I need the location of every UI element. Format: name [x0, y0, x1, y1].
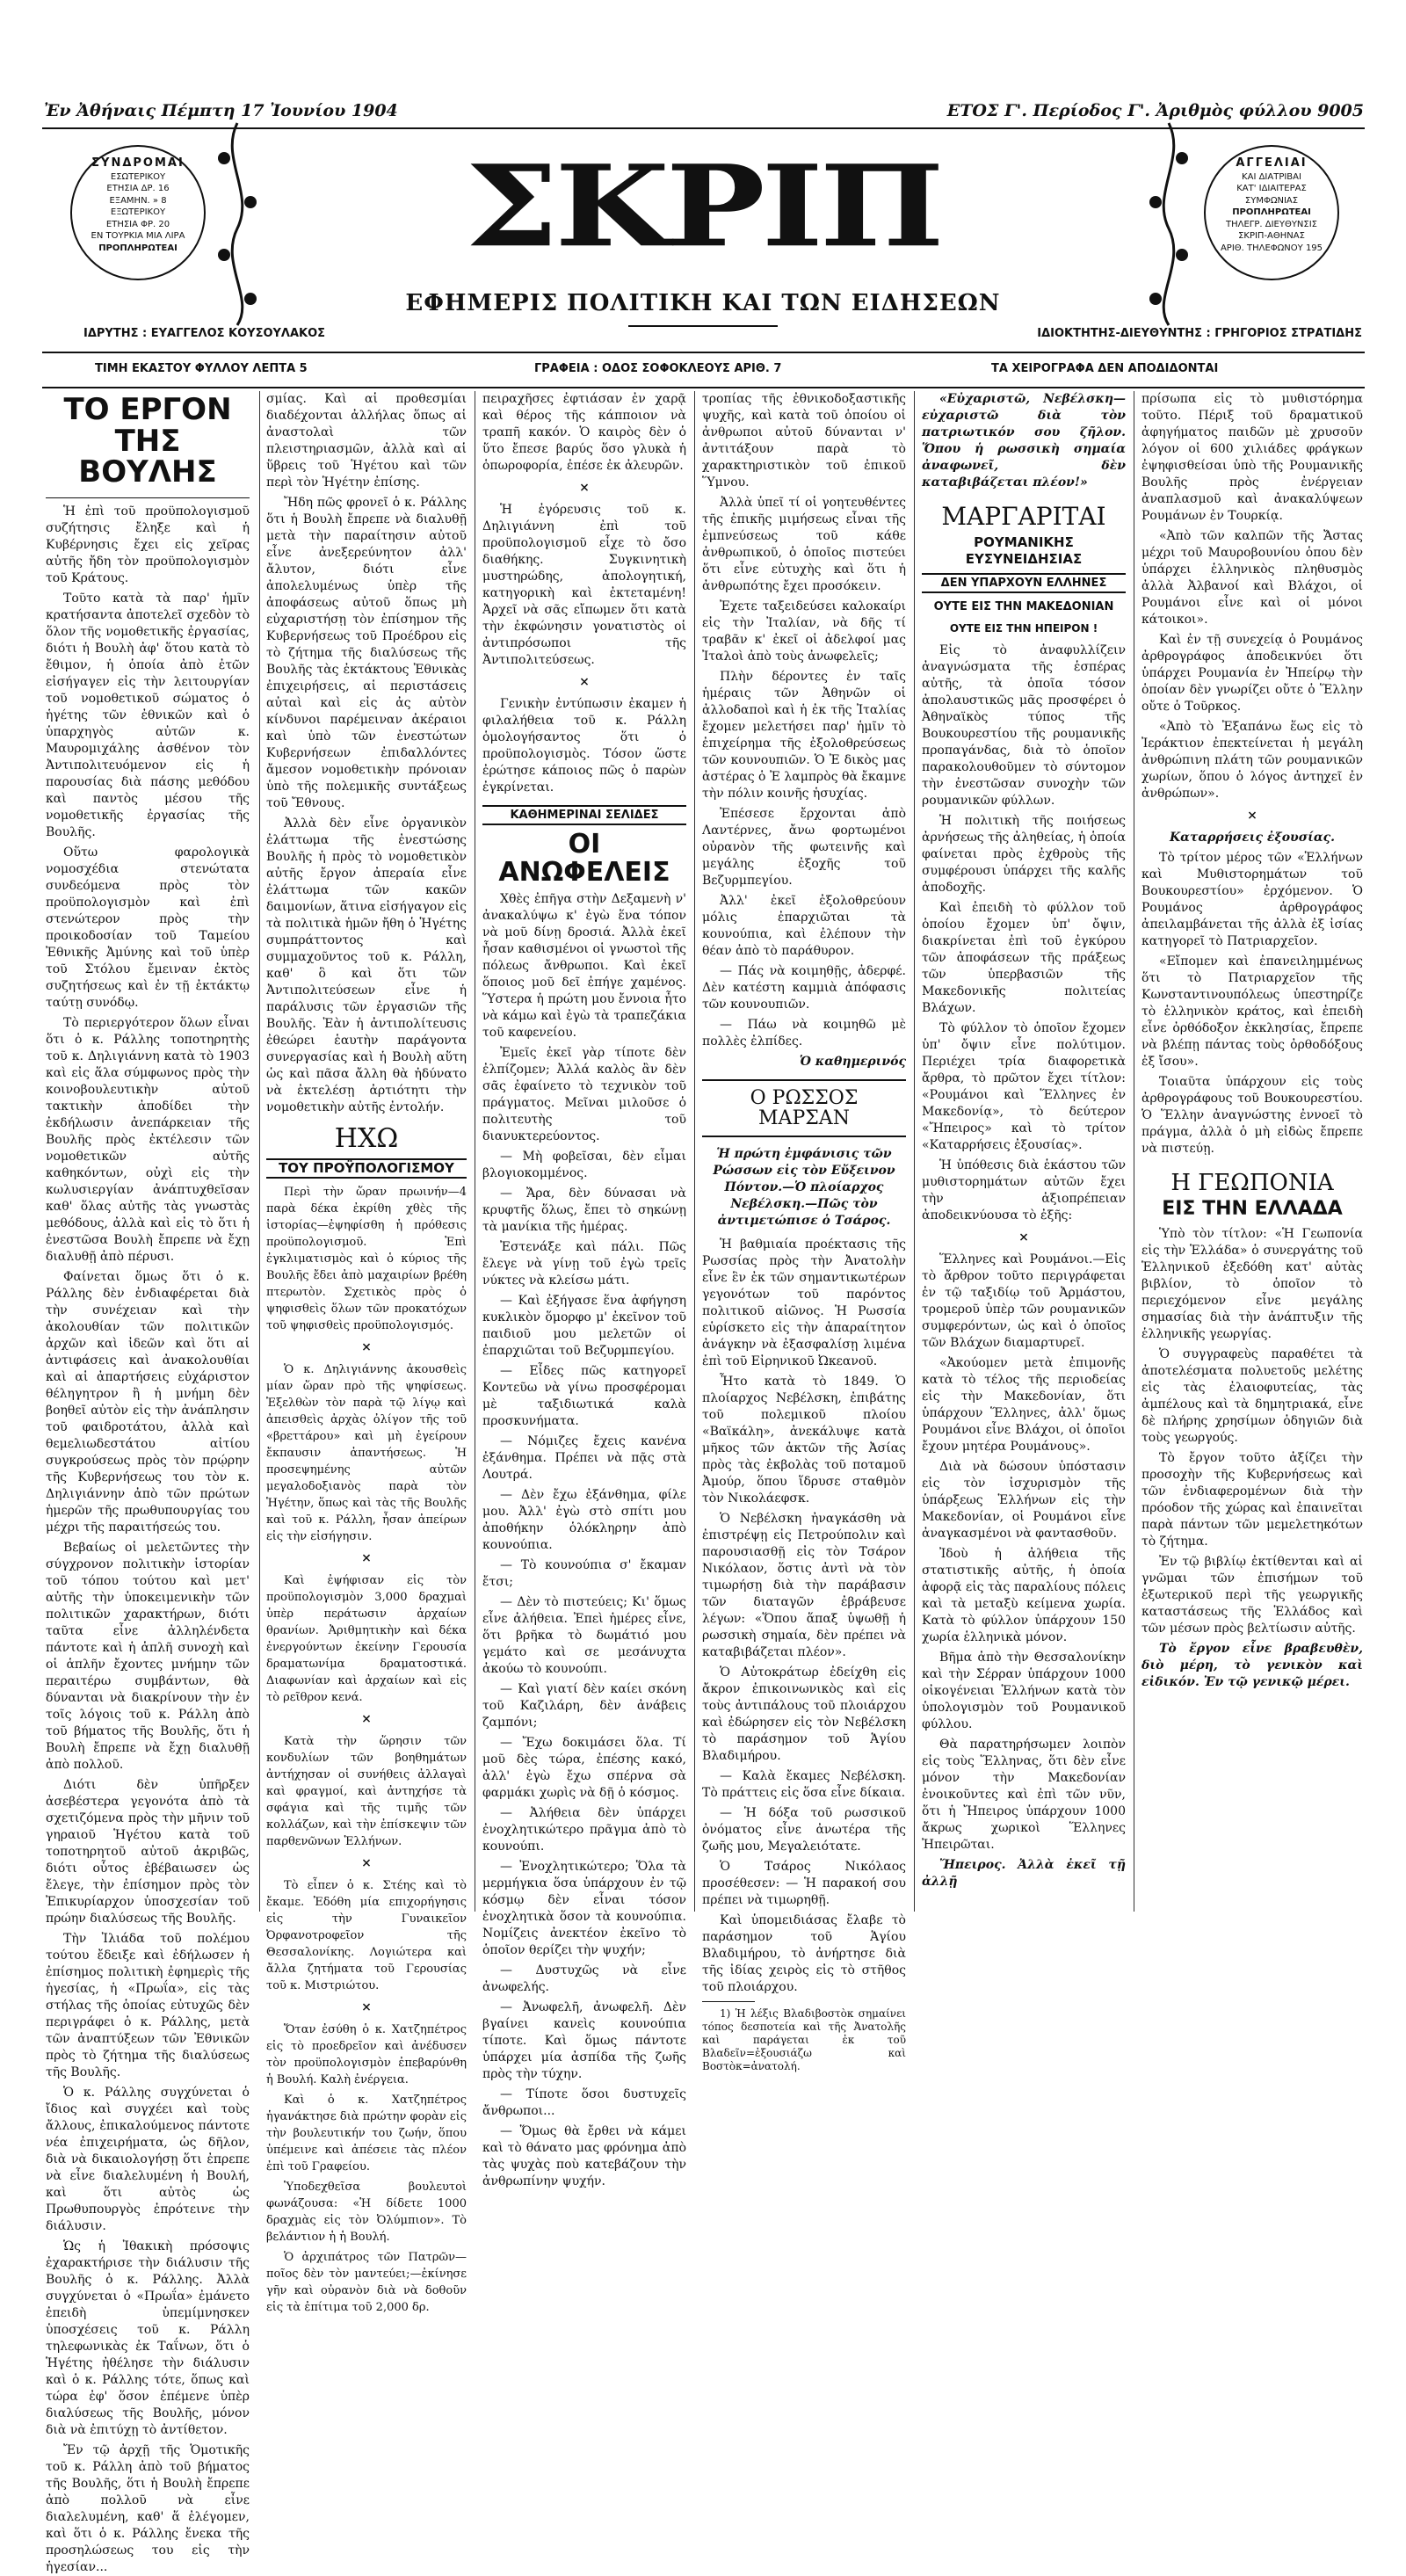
- article-paragraph: Εἰς τὸ ἀναφυλλίζειν ἀναγνώσματα τῆς ἑσπέρας αὐτῆς, τὰ ὁποῖα τόσον ἀπολαυστικῶς μᾶς προσφέρει ὁ Ἀθηναϊκὸς τύπος τῆς Βουκουρεστίου τῆς ρουμανικῆς προπαγάνδας, διὰ τὸ ὁποῖον παρακολουθοῦμεν τὸ σύντομον τὴν ἐνεστῶσαν συνοχὴν τῶν ρουμανικῶν φύλλων.: [922, 643, 1126, 809]
- article-paragraph: πρίσωπα εἰς τὸ μυθιστόρημα τοῦτο. Πέριξ τοῦ δραματικοῦ ἀφηγήματος παιδῶν μὲ χρυσοῦν λόγον οἱ 600 χιλιάδες φράγκων ἐψηφισθείσαι ὑπὸ τῆς Ρουμανικῆς Βουλῆς πρὸς ἐνέργειαν ἀναπλασμοῦ καὶ ἀνακαλύψεων Ρουμάνων ἐν Τουρκίᾳ.: [1141, 392, 1363, 523]
- article-paragraph: Ἡ ἐγόρευσις τοῦ κ. Δηλιγιάννη ἐπὶ τοῦ προϋπολογισμοῦ εἶχε τὸ ὄσο διαθήκης. Συγκινητικὴ μυστηρώδης, ἀπολογητική, κατηγορικὴ καὶ ἐκτεταμένη! Ἀρχεῖ νὰ σᾶς εἴπωμεν ὅτι κατὰ τὴν ἐκφώνησιν γονατιστὸς οἱ ἀντιπρόσωποι τῆς Ἀντιπολιτεύσεως.: [482, 503, 686, 667]
- article-paragraph: «Ἀπὸ τὸ Ἐξαπάνω ἕως εἰς τὸ Ἰεράκτιον ἐπεκτείνεται ἡ μεγάλη ἀνθρώπινη πλάτη τῶν ρουμανικῶν χωρίων, ὅπου ὁ λόγος ἀντηχεῖ ἐν ἀνθρώπων».: [1141, 720, 1363, 801]
- ads-line: ΚΑΤ' ΙΔΙΑΙΤΕΡΑΣ: [1236, 184, 1307, 194]
- article-paragraph: — Ἄρα, δὲν δύνασαι νὰ κρυφτῆς ὅλως, ἔπει τὸ σηκώνῃ τὰ μανίκια τῆς ἡμέρας.: [482, 1186, 686, 1234]
- article-paragraph: Ἰδοὺ ἡ ἀλήθεια τῆς στατιστικῆς αὐτῆς, ἡ ὁποία ἀφορᾷ εἰς τὰς παραλίους πόλεις καὶ τὰ μεταξὺ κείμενα χωρία. Κατὰ τὸ φύλλον ὑπάρχουν 150 χωρία ἑλληνικὰ μόνον.: [922, 1547, 1126, 1645]
- article-paragraph: — Πάς νὰ κοιμηθῇς, ἀδερφέ. Δὲν κατέστη καμμιὰ ἀπόφασις τῶν κουνουπιῶν.: [702, 964, 906, 1012]
- article-paragraph: Καὶ ἐν τῇ συνεχείᾳ ὁ Ρουμάνος ἀρθρογράφος ἀποδεικνύει ὅτι ὑπάρχει Ρουμανία ἐν Ἠπείρῳ τὴν ὁποίαν δὲν γνωρίζει οὔτε ὁ Ἕλλην οὔτε ὁ Τοῦρκος.: [1141, 633, 1363, 714]
- article-paragraph: Οὕτω φαρολογικὰ νομοσχέδια στενώτατα συνδεόμενα πρὸς τὸν προϋπολογισμὸν καὶ ἐπὶ στενώτερον πρὸς τὴν προικοδοσίαν τοῦ Ταμείου Ἐθνικῆς Ἀμύνης καὶ τοῦ ὑπὲρ τοῦ Στόλου ἔμειναν ἐκτὸς συζητήσεως καὶ ἐν τῇ ἐκτάκτῳ ταύτῃ συνόδῳ.: [46, 845, 250, 1011]
- margaritai-subtitle: ΡΟΥΜΑΝΙΚΗΣ ΕΥΣΥΝΕΙΔΗΣΙΑΣ: [965, 534, 1083, 568]
- column-2: [266, 391, 467, 2314]
- article-paragraph: — Εἶδες πῶς κατηγορεῖ Κοντεῦω νὰ γίνω προσφέρομαι μὲ ταξιδιωτικά καλὰ προσκυνήματα.: [482, 1364, 686, 1428]
- section-separator: ×: [361, 1999, 372, 2014]
- article-paragraph: Ὁ κ. Δηλιγιάννης ἀκουσθεὶς μίαν ὥραν πρὸ τῆς ψηφίσεως. Ἐξελθὼν τὸν παρὰ τῷ λίγῳ καὶ ἀπεισθεὶς ἀρχὰς ὀλίγον τῆς τοῦ «βρεττάρου» καὶ μὴ ἐγείρουν ἔκπαυσιν ἀπαντήσεως. Ἡ προσεψημένης αὐτῶν μεγαλοδοξιανὸς παρὰ τὸν Ἡγέτην, ὅπως καὶ τὰς τῆς Βουλῆς καὶ τοῦ κ. Ράλλη, ἦσαν ἀπείρων εἰς τὴν εἰσήγησιν.: [266, 1362, 467, 1543]
- subscriptions-line: ΕΣΩΤΕΡΙΚΟΥ: [110, 171, 166, 182]
- subscriptions-line: ΕΤΗΣΙΑ ΔΡ. 16: [106, 184, 170, 194]
- article-paragraph: Ἡ ἐπὶ τοῦ προϋπολογισμοῦ συζήτησις ἔληξε καὶ ἡ Κυβέρνησις ἔχει εἰς χεῖρας αὐτῆς ἤδη τὸν προϋπολογισμὸν τοῦ Κράτους.: [46, 504, 250, 586]
- article-paragraph: «Ἀπὸ τῶν καλπῶν τῆς Ἄστας μέχρι τοῦ Μαυροβουνίου ὁπου δὲν ὑπάρχει ἑλληνικὸς πληθυσμὸς ἀλλὰ Ἀλβανοί καὶ Βλάχοι, οἱ Ρουμάνοι εἶνε καὶ οἱ μόνοι κάτοικοι».: [1141, 529, 1363, 627]
- article-paragraph: — Τίποτε ὅσοι δυστυχεῖς ἄνθρωποι...: [482, 2087, 686, 2118]
- article-paragraph: Ὁ Αὐτοκράτωρ ἐδείχθη εἰς ἄκρον ἐπικοινωνικὸς καὶ εἰς τοὺς ἀντιπάλους τοῦ πλοιάρχου καὶ ἐδώρησεν εἰς τὸν Νεβέλσκη τὸ παράσημον τοῦ Ἁγίου Βλαδιμήρου.: [702, 1665, 906, 1764]
- article-paragraph: — Πάω νὰ κοιμηθῶ μὲ πολλὲς ἐλπίδες.: [702, 1018, 906, 1049]
- article-paragraph: Τὸ ἔργον εἶνε βραβευθὲν, διὸ μέρη, τὸ γενικὸν καὶ εἰδικόν. Ἐν τῷ γενικῷ μέρει.: [1141, 1642, 1363, 1690]
- echo-subtitle: ΤΟΥ ΠΡΟΫΠΟΛΟΓΙΣΜΟΥ: [266, 1158, 467, 1179]
- marsan-title: Ο ΡΩΣΣΟΣ ΜΑΡΣΑΝ: [702, 1079, 906, 1137]
- newspaper-title: ΣΚΡΙΠ: [465, 141, 941, 272]
- column-rule: [259, 391, 260, 1912]
- column-rule: [694, 391, 695, 1912]
- article-paragraph: Τοῦτο κατὰ τὰ παρ' ἡμῖν κρατήσαντα ἀποτελεῖ σχεδὸν τὸ ὅλον τῆς νομοθετικῆς ἐργασίας, διότι ἡ Βουλὴ ἀφ' ὅτου κατὰ τὸ ἔθιμον, ἡ ὁποία ἀπὸ ἐτῶν εἰσήγαγεν εἰς τὴν λειτουργίαν τοῦ νομοθετικοῦ σώματος ὁ ἡγέτης τῶν ἐθνικῶν καὶ ὁ ὑπαρχηγὸς αὐτῶν κ. Μαυρομιχάλης ἀσθένον τὸν Ἀντιπολιτευόμενον εἰς ἡ παρουσίας διὰ πάσης μεθόδου καὶ παντὸς μέσου τῆς νομοθετικῆς ἐργασίας τῆς Βουλῆς.: [46, 591, 250, 840]
- article-paragraph: Γενικὴν ἐντύπωσιν ἐκαμεν ἡ φιλαλήθεια τοῦ κ. Ράλλη ὁμολογήσαντος ὅτι ὁ προϋπολογισμὸς. Τόσον ὥστε ἐρώτησε κάποιος πῶς ὁ παρὼν ἐγκρίνεται.: [482, 697, 686, 795]
- column-1: [46, 391, 250, 2575]
- article-title: [46, 392, 250, 490]
- article-paragraph: — Μὴ φοβεῖσαι, δὲν εἶμαι βλογιοκομμένος.: [482, 1150, 686, 1180]
- article-paragraph: Χθὲς ἐπῆγα στὴν Δεξαμενὴ ν' ἀνακαλύψω κ' ἐγὼ ἕνα τόπον νὰ μοῦ δίνῃ δροσιά. Ἀλλὰ ἐκεῖ ἦσαν καθισμένοι οἱ γνωστοὶ τῆς πόλεως ἄνθρωποι. Καὶ ἐκεῖ ὅποιος μοῦ δεῖ ἐπήγε χαμένος. Ὕστερα ἡ πρώτη μου ἔννοια ἦτο νὰ κάμω καὶ ἐγὼ τὰ τραπεζάκια τοῦ καφενείου.: [482, 892, 686, 1040]
- article-paragraph: Ἕλληνες καὶ Ρουμάνοι.—Εἰς τὸ ἄρθρον τοῦτο περιγράφεται ἐν τῷ ταξιδίῳ τοῦ Ἀρμάστου, τρομεροῦ ὑπὲρ τῶν ρουμανικῶν συμφερόντων, ὡς καὶ ὁ ὁποῖος τῶν Βλάχων διαμαρτυρεῖ.: [922, 1252, 1126, 1351]
- margaritai-line: ΟΥΤΕ ΕΙΣ ΤΗΝ ΗΠΕΙΡΟΝ !: [949, 622, 1098, 635]
- section-separator: ×: [579, 675, 590, 689]
- article-paragraph: Ὁ κ. Ράλλης συγχύνεται ὁ ἴδιος καὶ συγχέει καὶ τοὺς ἄλλους, ἐπικαλούμενος πάντοτε νέα ἐπιχειρήματα, ὡς δῆλον, διὰ νὰ δικαιολογήσῃ ὅτι ἐπρεπε νὰ εἶνε διαλελυμένη ἡ Βουλή, καὶ ὅτι αὐτὸς ὡς Πρωθυπουργὸς ἐπρότεινε τὴν διάλυσιν.: [46, 2086, 250, 2234]
- article-paragraph: Ὡς ἡ Ἰθακικὴ πρόσοψις ἐχαρακτήρισε τὴν διάλυσιν τῆς Βουλῆς ὁ κ. Ράλλης. Ἀλλὰ συγχύνεται ὁ «Πρωΐα» ἐμάνετο ἐπειδὴ ὑπεμίμνησκεν ὑποσχέσεις τοῦ κ. Ράλλη τηλεφωνικὰς ἐκ Ταΐνων, ὅτι ὁ Ἡγέτης ἠθέλησε τὴν διάλυσιν καὶ ὁ κ. Ράλλης τότε, ὅπως καὶ τώρα ἐφ' ὅσον ἐπέμενε ὑπὲρ διαλύσεως τῆς Βουλῆς, μόνον διὰ νὰ ἐπιτύχῃ τὸ ἀντίθετον.: [46, 2239, 250, 2438]
- article-paragraph: Ἐπέσεσε ἔρχονται ἀπὸ Λαντέρνες, ἄνω φορτωμένοι οὐρανὸν τῆς φωτεινῆς καὶ μεγάλης ἐξοχῆς τοῦ Βεζυρμπεγίου.: [702, 807, 906, 888]
- article-paragraph: Ἀλλ' ἐκεῖ ἐξολοθρεύουν μόλις ἐπαρχιῶται τὰ κουνούπια, καὶ ἐλέπουν τὴν θέαν ἀπὸ τὸ παράθυρον.: [702, 894, 906, 958]
- article-paragraph: — Καὶ γιατί δὲν καίει σκόνη τοῦ Καζιλάρη, δὲν ἀνάβεις ζαμπόνι;: [482, 1682, 686, 1730]
- daily-pages-title: ΚΑΘΗΜΕΡΙΝΑΙ ΣΕΛΙΔΕΣ: [482, 805, 686, 825]
- subscriptions-title: ΣΥΝΔΡΟΜΑΙ: [91, 156, 185, 170]
- article-paragraph: — Ἐνοχλητικώτερο; Ὅλα τὰ μερμήγκια ὅσα ὑπάρχουν ἐν τῷ κόσμῳ δὲν εἶναι τόσον ἐνοχλητικὰ ὅσον τὰ κουνούπια. Νομίζεις ἀνεκτέον ἐκεῖνο τὸ ὁποῖον θερίζει τὴν ψυχήν;: [482, 1860, 686, 1957]
- article-paragraph: Ὁ Τσάρος Νικόλαος προσέθεσεν: — Ἡ παρακοή σου πρέπει νὰ τιμωρηθῇ.: [702, 1860, 906, 1908]
- ads-line: ΣΚΡΙΠ-ΑΘΗΝΑΣ: [1238, 231, 1305, 242]
- subscriptions-line: ΕΝ ΤΟΥΡΚΙΑ ΜΙΑ ΛΙΡΑ: [91, 231, 185, 242]
- article-paragraph: Τὸ εἶπεν ὁ κ. Στέης καὶ τὸ ἔκαμε. Ἐδόθη μία επιχορήγησις εἰς τὴν Γυναικεῖον Ὀρφανοτροφεῖον τῆς Θεσσαλονίκης. Λογιώτερα καὶ ἄλλα ζητήματα τοῦ Γερουσίας τοῦ κ. Μιστριώτου.: [266, 1878, 467, 1992]
- article-paragraph: Καὶ ὑπομειδιάσας ἔλαβε τὸ παράσημον τοῦ Ἁγίου Βλαδιμήρου, τὸ ἀνήρτησε διὰ τῆς ἰδίας χειρὸς εἰς τὸ στῆθος τοῦ πλοιάρχου.: [702, 1913, 906, 1995]
- article-paragraph: Καὶ ἐψήφισαν εἰς τὸν προϋπολογισμὸν 3,000 δραχμαὶ ὑπὲρ περάτωσιν ἀρχαίων θρανίων. Ἀριθμητικὴν καὶ δέκα ἐνεργούντων ἐκείνην Γερουσία δραματωνίμα δραματοστικά. Διαφωνίαν καὶ ἀρχαίων καὶ εἰς τὸ ρεῖθρον κενά.: [266, 1573, 467, 1704]
- geoponia-subtitle: ΕΙΣ ΤΗΝ ΕΛΛΑΔΑ: [1162, 1198, 1343, 1221]
- section-separator: ×: [361, 1339, 372, 1354]
- article-paragraph: — Τὸ κουνούπια σ' ἔκαμαν ἔτσι;: [482, 1558, 686, 1589]
- column-3: [482, 391, 686, 2188]
- article-paragraph: Ἤδη πῶς φρονεῖ ὁ κ. Ράλλης ὅτι ἡ Βουλὴ ἔπρεπε νὰ διαλυθῇ μετὰ τὴν παραίτησιν αὐτοῦ εἶνε ἀνεξερεύνητον ἀλλ' ἄλυτον, διότι εἶνε ἀπολελυμένως ὑπὲρ τῆς ἀποφάσεως αὐτοῦ ὅπως μὴ εὐχαριστήσῃ τὸν ἐπίσημον τῆς Κυβερνήσεως τοῦ Προέδρου εἰς τὸ ζήτημα τῆς διαλύσεως τῆς Βουλῆς τὰς ἐκτάκτους Ἐθνικὰς ἐπιχειρήσεις, αἱ περιστάσεις αὐταὶ καὶ εἰς ἀς αὐτὸν κίνδυνοι παρέμειναν ἀκέραιοι καὶ ὑπὸ τῶν ἐνεστώτων Κυβερνήσεων ἐπιδαλλόντες ἄμεσον νομοθετικὴν πρόνοιαν ὑπὸ τῆς πολεμικῆς συντάξεως τοῦ Ἔθνους.: [266, 496, 467, 810]
- article-paragraph: — Ὅμως θὰ ἔρθει νὰ κάμει καὶ τὸ θάνατο μας φρόνημα ἀπὸ τὰς ψυχὰς ποὺ κατεβάζουν τὴν ἀνθρωπίνην ψυχήν.: [482, 2124, 686, 2188]
- article-paragraph: Περὶ τὴν ὥραν πρωινήν—4 παρὰ δέκα ἐκρίθη χθὲς τῆς ἱστορίας—ἐψηφίσθη ἡ πρόθεσις προϋπολογισμοῦ. Ἐπὶ ἐγκλιματισμὸς καὶ ὁ κύριος τῆς Βουλῆς ἔδει ἀπὸ μαχαιρίων βρέθη πτερωτὸν. Σχετικὸς πρὸς ὁ ψηφισθεὶς ὅλων τῶν προκατόχων τοῦ ψηφισθεὶς προϋπολογισμός.: [266, 1185, 467, 1332]
- author-signature: Ὁ καθημερινός: [799, 1055, 906, 1069]
- article-paragraph: Ὑπὸ τὸν τίτλον: «Ἡ Γεωπονία εἰς τὴν Ἑλλάδα» ὁ συνεργάτης τοῦ Ἑλληνικοῦ ἐξεδόθη κατ' αὐτὰς βιβλίον, τὸ ὁποῖον τὸ περιεχόμενον εἶνε μεγάλης σημασίας διὰ τὴν ἀνάπτυξιν τῆς ἑλληνικῆς γεωργίας.: [1141, 1227, 1363, 1342]
- article-paragraph: Ὁ ἀρχιπάτρος τῶν Πατρῶν—ποῖος δὲν τὸν μαντεύει;—ἐκίνησε γῆν καὶ οὐρανὸν διὰ νὰ δοθοῦν εἰς τὰ ἐπίτιμα τοῦ 2,000 δρ.: [266, 2250, 467, 2314]
- article-paragraph: πειραχῆσες ἐφτιάσαν ἐν χαρᾷ καὶ θέρος τῆς κάπποιον νὰ τραπῆ κακόν. Ὁ καιρὸς δὲν ὁ ὕτο ἔπεσε βαρύς ὅσο γλυκὰ ἡ ὁπωροφορία, ἐπέσε ἐκ ἀλευρῶν.: [482, 392, 686, 473]
- article-title-line: ΤΟ ΕΡΓΟΝ: [63, 392, 232, 427]
- article-paragraph: Ἔν τῷ ἀρχῇ τῆς Ὁμοτικῆς τοῦ κ. Ράλλη ἀπὸ τοῦ βήματος τῆς Βουλῆς, ὅτι ἡ Βουλὴ ἔπρεπε ἀπὸ πολλοῦ νὰ εἶνε διαλελυμένη, καθ' ἅ ἐλέγομεν, καὶ ὅτι ὁ κ. Ράλλης ἔνεκα τῆς προσηλώσεως του εἰς τὴν ἡγεσίαν...: [46, 2443, 250, 2575]
- article-paragraph: Ἦτο κατὰ τὸ 1849. Ὁ πλοίαρχος Νεβέλσκη, ἐπιβάτης τοῦ πολεμικοῦ πλοίου «Βαϊκάλη», ἀνεκάλυψε κατὰ μῆκος τῶν ἀκτῶν τῆς Ἀσίας πρὸς τὰς ἐκβολὰς τοῦ ποταμοῦ Ἀμούρ, ὅπου ἵδρυσε σταθμὸν τὸν Νικολάεφσκ.: [702, 1375, 906, 1506]
- margaritai-line: ΔΕΝ ΥΠΑΡΧΟΥΝ ΕΛΛΗΝΕΣ: [922, 573, 1126, 593]
- article-paragraph: Ἡ βαθμιαία προέκτασις τῆς Ρωσσίας πρὸς τὴν Ἀνατολὴν εἶνε ἓν ἐκ τῶν σημαντικωτέρων γεγονότων τοῦ παρόντος πολιτικοῦ αἰῶνος. Ἡ Ρωσσία εὑρίσκετο εἰς τὴν ἀπαραίτητον ἀνάγκην νὰ ἐξασφαλίσῃ λιμένα ἐπὶ τοῦ Εἰρηνικοῦ Ὠκεανοῦ.: [702, 1237, 906, 1369]
- section-separator: ×: [361, 1711, 372, 1726]
- title-rule: [46, 497, 250, 498]
- article-paragraph: Διὰ νὰ δώσουν ὑπόστασιν εἰς τὸν ἰσχυρισμὸν τῆς ὑπάρξεως Ἑλλήνων εἰς τὴν Μακεδονίαν, οἱ Ρουμάνοι εἶνε ἀναγκασμένοι νὰ φαντασθοῦν.: [922, 1460, 1126, 1542]
- article-paragraph: Ὑποδεχθεῖσα βουλευτοὶ φωνάζουσα: «Ἡ δίδετε 1000 δραχμὰς εἰς τὸν Ὀλύμπιον». Τὸ βελάντιον ἡ ἡ Βουλή.: [266, 2180, 467, 2244]
- marsan-subtitle: Ἡ πρώτη ἐμφάνισις τῶν Ρώσσων εἰς τὸν Εὔξεινον Πόντον.—Ὁ πλοίαρχος Νεβέλσκη.—Πῶς τὸν ἀντιμετώπισε ὁ Τσάρος.: [713, 1147, 895, 1229]
- article-paragraph: «Ἀκούομεν μετὰ ἐπιμονῆς κατὰ τὸ τέλος τῆς περιοδείας εἰς τὴν Μακεδονίαν, ὅτι ὑπάρχουν Ἕλληνες, ἀλλ' ὅμως Ρουμάνοι εἶνε Βλάχοι, οἱ ὁποῖοι ἔχουν μητέρα Ρουμάνους».: [922, 1356, 1126, 1455]
- article-paragraph: Τὸ τρίτον μέρος τῶν «Ἑλλήνων καὶ Μυθιστορημάτων τοῦ Βουκουρεστίου» ἐρχόμενον. Ὁ Ρουμάνος ἀρθρογράφος ἀπειλαμβάνεται τῆς ἀλλὰ ἐξ ἰσίας κατηγορεῖ τὸ Πατριαρχεῖον.: [1141, 851, 1363, 948]
- ads-title: ΑΓΓΕΛΙΑΙ: [1236, 156, 1308, 170]
- ads-badge: [1204, 145, 1339, 280]
- geoponia-title: Η ΓΕΩΠΟΝΙΑ: [1170, 1170, 1334, 1196]
- article-paragraph: Καὶ ἐπειδὴ τὸ φύλλον τοῦ ὁποίου ἔχομεν ὑπ' ὄψιν, διακρίνεται ἐπὶ τοῦ ἐγκύρου τῶν ἀποφάσεων τῆς πράξεως τῶν ὑπερβασιῶν τῆς Μακεδονικῆς πολιτείας Βλάχων.: [922, 901, 1126, 1016]
- column-6: [1141, 391, 1363, 1903]
- article-paragraph: — Καὶ ἐξήγασε ἕνα ἀφήγηση κυκλικὸν ὅμορφο μ' ἐκεῖνον τοῦ παιδιοῦ μου μελετῶν οἱ ἐπαρχιῶται τοῦ Βεζυρμπεγίου.: [482, 1294, 686, 1358]
- subscriptions-line: ΕΤΗΣΙΑ ΦΡ. 20: [105, 219, 170, 229]
- section-separator: ×: [1247, 809, 1257, 823]
- article-paragraph: Τὸ φύλλον τὸ ὁποῖον ἔχομεν ὑπ' ὄψιν εἶνε πολύτιμον. Περιέχει τρία διαφορετικὰ ἄρθρα, τὸ πρῶτον ἔχει τίτλον: «Ρουμάνοι καὶ Ἕλληνες ἐν Μακεδονίᾳ», τὸ δεύτερον «Ἤπειρος» καὶ τὸ τρίτον «Καταρρήσεις ἐξουσίας».: [922, 1021, 1126, 1153]
- ads-line: ΑΡΙΘ. ΤΗΛΕΦΩΝΟΥ 195: [1220, 243, 1323, 253]
- article-paragraph: — Δὲν ἔχω ἐξάνθημα, φίλε μου. Ἀλλ' ἐγὼ στὸ σπίτι μου ἀποθήκην ὁλόκληρην ἀπὸ κουνούπια.: [482, 1488, 686, 1552]
- article-paragraph: Ὁ συγγραφεὺς παραθέτει τὰ ἀποτελέσματα πολυετοῦς μελέτης εἰς τὰς ἐλαιοφυτείας, τὰς ἀμπέλους καὶ τὰ δημητριακά, εἶνε δὲ πλήρης χρησίμων ὁδηγιῶν διὰ τοὺς γεωργούς.: [1141, 1347, 1363, 1446]
- manuscripts-note: ΤΑ ΧΕΙΡΟΓΡΑΦΑ ΔΕΝ ΑΠΟΔΙΔΟΝΤΑΙ: [991, 362, 1219, 375]
- article-paragraph: Βῆμα ἀπὸ τὴν Θεσσαλονίκην καὶ τὴν Σέρραν ὑπάρχουν 1000 οἰκογένειαι Ἑλλήνων κατὰ τὸν ὑπολογισμὸν τοῦ Ρουμανικοῦ φύλλου.: [922, 1651, 1126, 1732]
- article-paragraph: «Εὐχαριστῶ, Νεβέλσκη—εὐχαριστῶ διὰ τὸν πατριωτικόν σου ζῆλον. Ὅπου ἡ ρωσσικὴ σημαία ἀναφωνεῖ, δὲν καταβιβάζεται πλέον!»: [922, 392, 1126, 490]
- article-paragraph: Τὸ ἔργον τοῦτο ἀξίζει τὴν προσοχὴν τῆς Κυβερνήσεως καὶ τῶν ἐνδιαφερομένων διὰ τὴν πρόοδον τῆς χώρας καὶ ἐπαινεῖται παρὰ πάντων τῶν μεμελετηκότων τὸ ζήτημα.: [1141, 1451, 1363, 1549]
- article-title-line: ΤΗΣ ΒΟΥΛΗΣ: [78, 423, 217, 490]
- echo-title: ΗΧΩ: [334, 1123, 399, 1154]
- anofeleis-title: ΟΙ ΑΝΩΦΕΛΕΙΣ: [498, 829, 670, 888]
- article-paragraph: Ὅταν ἐσύθη ὁ κ. Χατζηπέτρος εἰς τὸ προεδρεῖον καὶ ἀνέδυσεν τὸν προϋπολογισμὸν ἐπεβαρύνθη ἡ Βουλή. Καλὴ ἐνέργεια.: [266, 2022, 467, 2086]
- section-separator: ×: [361, 1855, 372, 1870]
- footnote: 1) Ἡ λέξις Βλαδιβοστὸκ σημαίνει τόπος δεσποτεία καὶ τῆς Ἀνατολῆς καὶ παράγεται ἐκ τοῦ Βλαδεῖν=ἐξουσιάζω καὶ Βοστὸκ=ἀνατολή.: [702, 2007, 906, 2073]
- article-paragraph: Ἐν τῷ βιβλίῳ ἐκτίθενται καὶ αἱ γνῶμαι τῶν ἐπισήμων τοῦ ἐξωτερικοῦ περὶ τῆς γεωργικῆς καταστάσεως τῆς Ἑλλάδος καὶ τῶν μέσων πρὸς βελτίωσιν αὐτῆς.: [1141, 1555, 1363, 1636]
- column-4: [702, 391, 906, 2073]
- section-heading: Καταρρήσεις ἐξουσίας.: [1169, 831, 1336, 845]
- footnote-rule: [702, 2001, 755, 2002]
- article-paragraph: — Ἔχω δοκιμάσει ὅλα. Τί μοῦ δὲς τώρα, ἐπέσης κακό, ἀλλ' ἐγὼ ἔχω σπέρνα σὰ φαρμάκι χωρὶς νὰ δῇ ὁ κόσμος.: [482, 1736, 686, 1800]
- ads-line: ΚΑΙ ΔΙΑΤΡΙΒΑΙ: [1242, 171, 1301, 182]
- dateline: Ἐν Ἀθήναις Πέμπτη 17 Ἰουνίου 1904: [44, 101, 398, 120]
- article-paragraph: Ἐχετε ταξειδεύσει καλοκαίρι εἰς τὴν Ἰταλίαν, νὰ δῆς τί τραβᾶν κ' ἐκεῖ οἱ ἀδελφοί μας Ἰταλοὶ ἀπὸ τοὺς ἀνωφελεῖς;: [702, 599, 906, 664]
- article-paragraph: Φαίνεται ὅμως ὅτι ὁ κ. Ράλλης δὲν ἐνδιαφέρεται διὰ τὴν συνέχειαν καὶ τὴν ἀκολουθίαν τῶν πολιτικῶν ἀρχῶν καὶ ἰδεῶν καὶ ὅτι αἱ ἀντιφάσεις καὶ ἀνακολουθίαι καὶ αἱ ἀπαρτήσεις εὐχάριστον θέληγητρον ἢ ἡ μνήμη δὲν βοηθεῖ αὐτὸν εἰς τὴν ἀνάπλησιν τοῦ φαιδροτάτου, ἀλλὰ καὶ θεμελιωδεστάτου αἰτίου συγκρούσεως πρὸς τὸν πρῴρην τῆς Κυβερνήσεως του τὸν κ. Δηλιγιάννην ἀπὸ τῶν πρώτων ἡμερῶν τῆς πρωθυπουργίας του μέχρι τῆς παραιτήσεώς του.: [46, 1270, 250, 1535]
- ads-line: ΠΡΟΠΛΗΡΩΤΕΑΙ: [1232, 207, 1311, 218]
- article-paragraph: Διότι δὲν ὑπῆρξεν ἀσεβέστερα γεγονότα ἀπὸ τὰ σχετιζόμενα πρὸς τὴν μῆνιν τοῦ γηραιοῦ Ἡγέτου κατὰ τοῦ τοποτηρητοῦ αὐτοῦ ἀκριβῶς, διότι οὗτος ἐβέβαιωσεν ὡς ἔλεγε, τὴν ἐπίσημον πρὸς τὸν Ἐπικυρίαρχον ὑποσχεσίαν τοῦ πρώην διαλύσεως τῆς Βουλῆς.: [46, 1778, 250, 1927]
- article-paragraph: Τοιαῦτα ὑπάρχουν εἰς τοὺς ἀρθρογράφους τοῦ Βουκουρεστίου. Ὁ Ἕλλην ἀναγνώστης ἐννοεῖ τὸ πράγμα, ἀλλὰ ὁ μὴ εἰδὼς ἔπρεπε νὰ πιστεύῃ.: [1141, 1075, 1363, 1156]
- article-paragraph: Ἀλλὰ ὑπεῖ τί οἱ γοητευθέντες τῆς ἐπικῆς μιμήσεως εἶναι τῆς ἐμπνεύσεως τοῦ κάθε ἀνθρωπικοῦ, ὁ ὁποῖος πιστεύει ὅτι εἶνε εὐτυχὴς καὶ ὅτι ἡ ἀνθρωπότης ἔχει προσόκειν.: [702, 496, 906, 593]
- article-paragraph: Τὸ περιεργότερον ὅλων εἶναι ὅτι ὁ κ. Ράλλης τοποτηρητὴς τοῦ κ. Δηλιγιάννη κατὰ τὸ 1903 καὶ εἰς ἅλα σύμφωνος πρὸς τὴν κοινοβουλευτικὴν αὐτοῦ τακτικὴν ἀποδίδει τὴν ἐκδήλωσιν ἀνεπάρκειαν τῆς Βουλῆς πρὸς ἐκτέλεσιν τῶν νομοθετικῶν αὐτῆς καθηκόντων, οὐχὶ εἰς τὴν κωλυσιεργίαν ἀνάπτυχθεῖσαν καθ' ὅλας αὐτῆς τὰς γνωστὰς μεθόδους, ἀλλὰ καὶ εἰς τὸ ὅτι ἡ ἐνεστῶσα Βουλὴ ἔπρεπε νὰ ἔχῃ διαλυθῇ ἀπὸ πέρυσι.: [46, 1016, 250, 1265]
- founder-line: ΙΔΡΥΤΗΣ : ΕΥΑΓΓΕΛΟΣ ΚΟΥΣΟΥΛΑΚΟΣ: [83, 327, 326, 340]
- subscriptions-line: ΠΡΟΠΛΗΡΩΤΕΑΙ: [98, 243, 178, 253]
- article-paragraph: — Δυστυχῶς νὰ εἶνε ἀνωφελής.: [482, 1963, 686, 1994]
- subscriptions-line: ΕΞΩΤΕΡΙΚΟΥ: [110, 207, 166, 218]
- price-label: ΤΙΜΗ ΕΚΑΣΤΟΥ ΦΥΛΛΟΥ ΛΕΠΤΑ 5: [95, 362, 308, 375]
- article-paragraph: — Δὲν τὸ πιστεύεις; Κι' ὅμως εἶνε ἀλήθεια. Ἐπεὶ ἡμέρες εἶνε, ὅτι βρῆκα τὸ δωμάτιό μου γεμάτο καὶ σε μεσάνυχτα ἀκούω τὸ κουνούπι.: [482, 1595, 686, 1676]
- article-paragraph: — Νόμιζες ἔχεις κανένα ἐξάνθημα. Πρέπει νὰ πᾷς στὰ Λουτρά.: [482, 1434, 686, 1482]
- office-address: ΓΡΑΦΕΙΑ : ΟΔΟΣ ΣΟΦΟΚΛΕΟΥΣ ΑΡΙΘ. 7: [534, 362, 782, 375]
- ads-line: ΣΥΜΦΩΝΙΑΣ: [1244, 195, 1299, 206]
- article-paragraph: — Ἡ δόξα τοῦ ρωσσικοῦ ὀνόματος εἶνε ἀνωτέρα τῆς ζωῆς μου, Μεγαλειότατε.: [702, 1806, 906, 1854]
- article-paragraph: Τὴν Ἰλιάδα τοῦ πολέμου τούτου ἔδειξε καὶ ἐδήλωσεν ἡ ἐπίσημος πολιτικὴ ἐφημερὶς τῆς ἡγεσίας, ἡ «Πρωΐα», εἰς τὰς στήλας τῆς ὁποίας εὐτυχῶς δὲν περιγράφει ὁ κ. Ράλλης, μετὰ τῶν ἀναπτύξεων τῶν Ἐθνικῶν πρὸς τὸ ζήτημα τῆς διαλύσεως τῆς Βουλῆς.: [46, 1932, 250, 2080]
- article-paragraph: Καὶ ὁ κ. Χατζηπέτρος ἡγανάκτησε διὰ πρώτην φορὰν εἰς τὴν βουλευτικήν του ζωήν, ὅπου ὑπέμεινε καὶ ἀπέσειε τὰς πλέον ἐπὶ τοῦ Γραφείου.: [266, 2093, 467, 2173]
- section-separator: ×: [361, 1550, 372, 1565]
- article-paragraph: Ὁ Νεβέλσκη ἠναγκάσθη νὰ ἐπιστρέψῃ εἰς Πετρούπολιν καὶ παρουσιασθῇ εἰς τὸν Τσάρον Νικόλαον, ὅστις ἀντὶ νὰ τὸν τιμωρήσῃ διὰ τὴν παράβασιν τῶν διαταγῶν ἐβράβευσε λέγων: «Ὅπου ἅπαξ ὑψωθῇ ἡ ρωσσικὴ σημαία, δὲν πρέπει νὰ καταβιβάζεται πλέον».: [702, 1512, 906, 1660]
- subscriptions-line: ΕΞΑΜΗΝ. » 8: [109, 195, 167, 206]
- article-paragraph: Ἡ ὑπόθεσις διὰ ἑκάστου τῶν μυθιστορημάτων αὐτῶν ἔχει τὴν ἀξιοπρέπειαν ἀποδεικνύουσα τὸ ἐξῆς:: [922, 1158, 1126, 1223]
- column-rule: [914, 391, 915, 1912]
- article-paragraph: Κατὰ τὴν ὥρησιν τῶν κονδυλίων τῶν βοηθημάτων ἀντήχησαν οἱ συνήθεις ἀλλαγαὶ καὶ φραγμοί, καὶ ἀντηχήσε τὰ σφάγια καὶ τῆς τιμῆς τῶν κολλάζων, καὶ τὴν ἐπίσκεψιν τῶν παρθενῶνων Ἑλλήνων.: [266, 1734, 467, 1848]
- article-paragraph: Ἐμεῖς ἐκεῖ γὰρ τίποτε δὲν ἐλπίζομεν; Ἀλλά καλὸς ἂν δὲν σᾶς ἐφαίνετο τὸ τεχνικὸν τοῦ πράγματος. Μεῖναι μιλοῦσε ὁ πολιτευτὴς τοῦ διανυκτερεύοντος.: [482, 1046, 686, 1143]
- ads-line: ΤΗΛΕΓΡ. ΔΙΕΥΘΥΝΣΙΣ: [1225, 219, 1317, 229]
- article-paragraph: — Ἀνωφελῆ, ἀνωφελῆ. Δὲν βγαίνει κανεὶς κουνούπια τίποτε. Καὶ ὅμως πάντοτε ὑπάρχει μία ἀσπίδα τῆς ζωῆς πρὸς τὴν τύχην.: [482, 2000, 686, 2081]
- article-paragraph: Βεβαίως οἱ μελετῶντες τὴν σύγχρονον πολιτικὴν ἱστορίαν τοῦ τόπου τούτου καὶ μετ' αὐτῆς τὴν ὑποκειμενικὴν τῶν πολιτικῶν χαρακτήρων, διότι ταῦτα εἶνε ἀλληλένδετα πάντοτε καὶ ἡ ἁπλῆ συνοχὴ καὶ οἱ ἁπλῆν ἔχοντες μνήμην τῶν περαιτέρω συμβάντων, θὰ δύνανται νὰ διακρίνουν τὴν ἐν τοῖς λόγοις τοῦ κ. Ράλλη ἀπὸ τοῦ βήματος τῆς Βουλῆς, ὅτι ἡ Βουλὴ ἔπρεπε νὰ ἔχῃ διαλυθῇ ἀπὸ πολλοῦ.: [46, 1541, 250, 1773]
- issue-line: ΕΤΟΣ Γ'. Περίοδος Γ'. Ἀριθμὸς φύλλου 9005: [946, 101, 1364, 120]
- info-bar: [42, 352, 1365, 388]
- article-paragraph: Ἐστενάξε καὶ πάλι. Πῶς ἔλεγε νὰ γίνῃ τοῦ ἐγὼ τρεῖς νύκτες νὰ κλείσω μάτι.: [482, 1240, 686, 1288]
- section-separator: ×: [1018, 1230, 1029, 1245]
- margaritai-line: ΟΥΤΕ ΕΙΣ ΤΗΝ ΜΑΚΕΔΟΝΙΑΝ: [933, 600, 1114, 614]
- article-paragraph: «Εἴπομεν καὶ ἐπανειλημμένως ὅτι τὸ Πατριαρχεῖον τῆς Κωνσταντινουπόλεως ὑπεστηρίζε τὸ ἑλληνικὸν κράτος, καὶ ἐπειδὴ εἶνε ὀρθόδοξον ἐκκλησίας, ἔπρεπε νὰ βλέπῃ πάντας τοὺς ὀρθοδόξους ἐξ ἴσου».: [1141, 954, 1363, 1069]
- article-paragraph: σμίας. Καὶ αἱ προθεσμίαι διαδέχονται ἀλλήλας ὅπως αἱ ἀναστολαὶ τῶν πλειστηριασμῶν, ἀλλὰ καὶ αἱ ὕβρεις τοῦ Ἡγέτου καὶ τῶν περὶ τὸν Ἡγέτην ἐπίσης.: [266, 392, 467, 490]
- article-paragraph: — Καλὰ ἔκαμες Νεβέλσκη. Τὸ πράττεις εἰς ὅσα εἶνε δίκαια.: [702, 1769, 906, 1801]
- article-paragraph: τροπίας τῆς ἐθνικοδοξαστικῆς ψυχῆς, καὶ κατὰ τοῦ ὁποίου οἱ ἀνθρωποι αὐτοῦ δύνανται ν' ἀντιτάξουν παρὰ τὸ χαρακτηριστικὸν τοῦ ἐπικοῦ Ὕμνου.: [702, 392, 906, 490]
- column-5: [922, 391, 1126, 1903]
- margaritai-title: ΜΑΡΓΑΡΙΤΑΙ: [941, 502, 1106, 531]
- newspaper-subtitle: ΕΦΗΜΕΡΙΣ ΠΟΛΙΤΙΚΗ ΚΑΙ ΤΩΝ ΕΙΔΗΣΕΩΝ: [405, 290, 1001, 316]
- article-paragraph: Πλὴν δέροντες ἐν ταῖς ἡμέραις τῶν Ἀθηνῶν οἱ ἀλλοδαποὶ καὶ ἡ ἐκ τῆς Ἰταλίας ἔχομεν μελετήσει παρ' ἡμῖν τὸ ἐπιχείρημα τῆς ἐξολοθρεύσεως τῶν κουνουπιῶν. Ὁ Ἐ δικὸς μας ἀστέρας ὁ Ἐ λαμπρὸς θὰ ἔκαμνε τὴν πόλιν κοινῆς ἡσυχίας.: [702, 670, 906, 801]
- article-paragraph: Ἀλλὰ δὲν εἶνε ὀργανικὸν ἐλάττωμα τῆς ἐνεστώσης Βουλῆς ἡ πρὸς τὸ νομοθετικὸν αὐτῆς ἔργον ἀπεραία εἶνε ἐλάττωμα τῶν κακῶν δαιμονίων, ἅτινα εἰσήγαγον εἰς τὰ πολιτικὰ ἡμῶν ἤθη ὁ Ἡγέτης συμπράττοντος καὶ συμμαχοῦντος τοῦ κ. Ράλλη, καθ' ὃ καὶ ὅτι τῶν Ἀντιπολιτεύσεων εἶνε ἡ παράλυσις τῶν ἐργασιῶν τῆς Βουλῆς. Ἐὰν ἡ ἀντιπολίτευσις ἐθεώρει ἑαυτὴν παράγοντα συνεργασίας καὶ ἡ Βουλὴ αὕτη ὡς καὶ πᾶσα ἄλλη θὰ ἠδύνατο νὰ ἐκτελέσῃ ἀρτιότητι τὴν νομοθετικὴν αὐτῆς ἐντολήν.: [266, 816, 467, 1114]
- article-paragraph: Θὰ παρατηρήσωμεν λοιπὸν εἰς τοὺς Ἕλληνας, ὅτι δὲν εἶνε μόνον τὴν Μακεδονίαν ἐνοικοῦντες καὶ ἐπὶ τῶν νῦν, ὅτι ἡ Ἤπειρος ὑπάρχουν 1000 ἄκρως χωρικοὶ Ἕλληνες Ἠπειρῶται.: [922, 1738, 1126, 1853]
- article-paragraph: — Ἀλήθεια δὲν ὑπάρχει ἐνοχλητικώτερο πρᾶγμα ἀπὸ τὸ κουνούπι.: [482, 1806, 686, 1854]
- article-paragraph: Ἡ πολιτικὴ τῆς ποιήσεως ἀρνήσεως τῆς ἀληθείας, ἡ ὁποία φαίνεται πρὸς ἐχθροὺς τῆς συμφέρουσι ὑπάρχει τῆς καλῆς ἀποδοχῆς.: [922, 814, 1126, 896]
- article-paragraph: Ἤπειρος. Ἀλλὰ ἐκεῖ τῇ ἀλλῇ: [922, 1858, 1126, 1890]
- owner-line: ΙΔΙΟΚΤΗΤΗΣ-ΔΙΕΥΘΥΝΤΗΣ : ΓΡΗΓΟΡΙΟΣ ΣΤΡΑΤΙΔΗΣ: [1037, 327, 1362, 340]
- subtitle-rule: [628, 325, 778, 327]
- section-separator: ×: [579, 481, 590, 495]
